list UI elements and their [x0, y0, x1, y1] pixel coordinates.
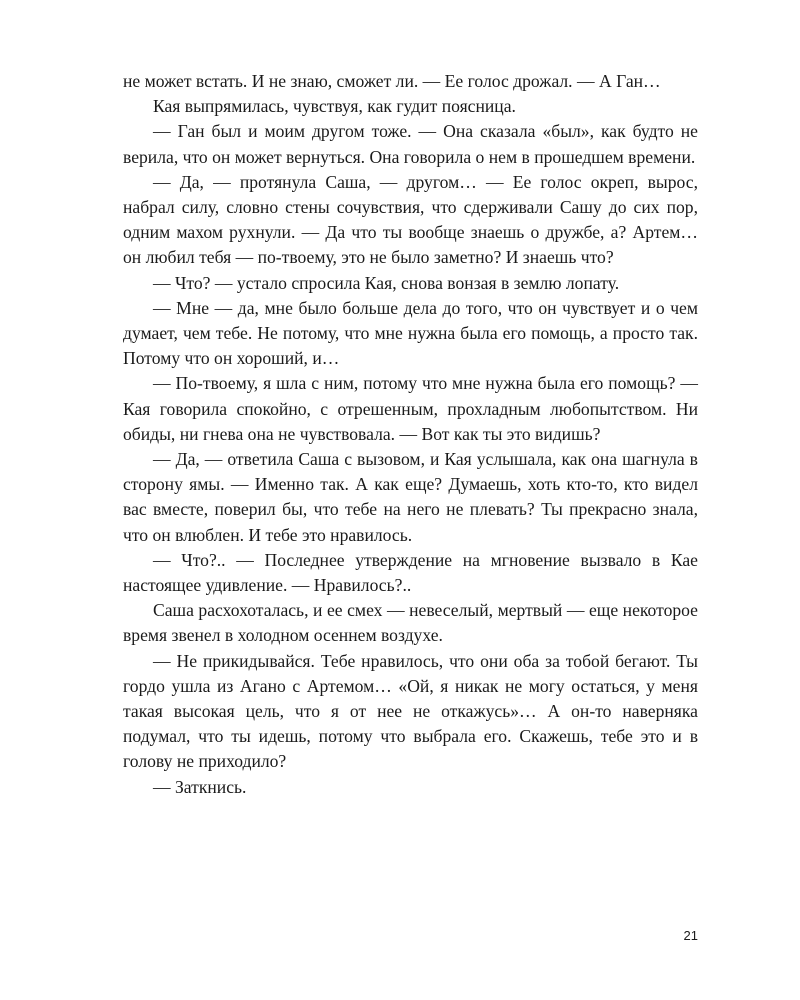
paragraph: — Заткнись. [153, 776, 247, 797]
paragraph: — Мне — да, мне было больше дела до того, что он чувствует и о чем думает, чем тебе. Не потому, что мне нужна была его помощь, а просто так. Потому что он хороший, и… [123, 297, 698, 369]
paragraph: — Да, — протянула Саша, — другом… — Ее голос окреп, вырос, набрал силу, словно стены сочувствия, что сдерживали Сашу до сих пор, одним махом рухнули. — Да что ты вообще знаешь о дружбе, а? Артем… он любил тебя — по-твоему, это не было заметно? И знаешь что? [123, 171, 698, 268]
paragraph: Саша расхохоталась, и ее смех — невеселый, мертвый — еще некоторое время звенел в холодном осеннем воздухе. [123, 600, 698, 646]
page-number: 21 [683, 928, 698, 943]
paragraph: — Да, — ответила Саша с вызовом, и Кая услышала, как она шагнула в сторону ямы. — Именно так. А как еще? Думаешь, хоть кто-то, кто видел вас вместе, поверил бы, что тебе на него не плевать? Ты прекрасно знала, что он влюблен. И тебе это нравилось. [123, 449, 698, 545]
paragraph: не может встать. И не знаю, сможет ли. — Ее голос дрожал. — А Ган… [123, 71, 661, 91]
page-text [123, 69, 698, 800]
paragraph: — Что? — устало спросила Кая, снова вонзая в землю лопату. [153, 272, 620, 293]
paragraph: — Ган был и моим другом тоже. — Она сказала «был», как будто не верила, что он может вернуться. Она говорила о нем в прошедшем времени. [123, 121, 698, 167]
paragraph: — По-твоему, я шла с ним, потому что мне нужна была его помощь? — Кая говорила спокойно, с отрешенным, прохладным любопытством. Ни обиды, ни гнева она не чувствовала. — Вот как ты это видишь? [123, 373, 698, 444]
paragraph: — Что?.. — Последнее утверждение на мгновение вызвало в Кае настоящее удивление. — Нравилось?.. [123, 549, 698, 596]
paragraph: Кая выпрямилась, чувствуя, как гудит поясница. [153, 96, 516, 117]
paragraph: — Не прикидывайся. Тебе нравилось, что они оба за тобой бегают. Ты гордо ушла из Агано с Артемом… «Ой, я никак не могу остаться, у меня такая высокая цель, что я от нее не откажусь»… А он-то наверняка подумал, что ты идешь, потому что выбрала его. Скажешь, тебе это и в голову не приходило? [123, 650, 698, 772]
